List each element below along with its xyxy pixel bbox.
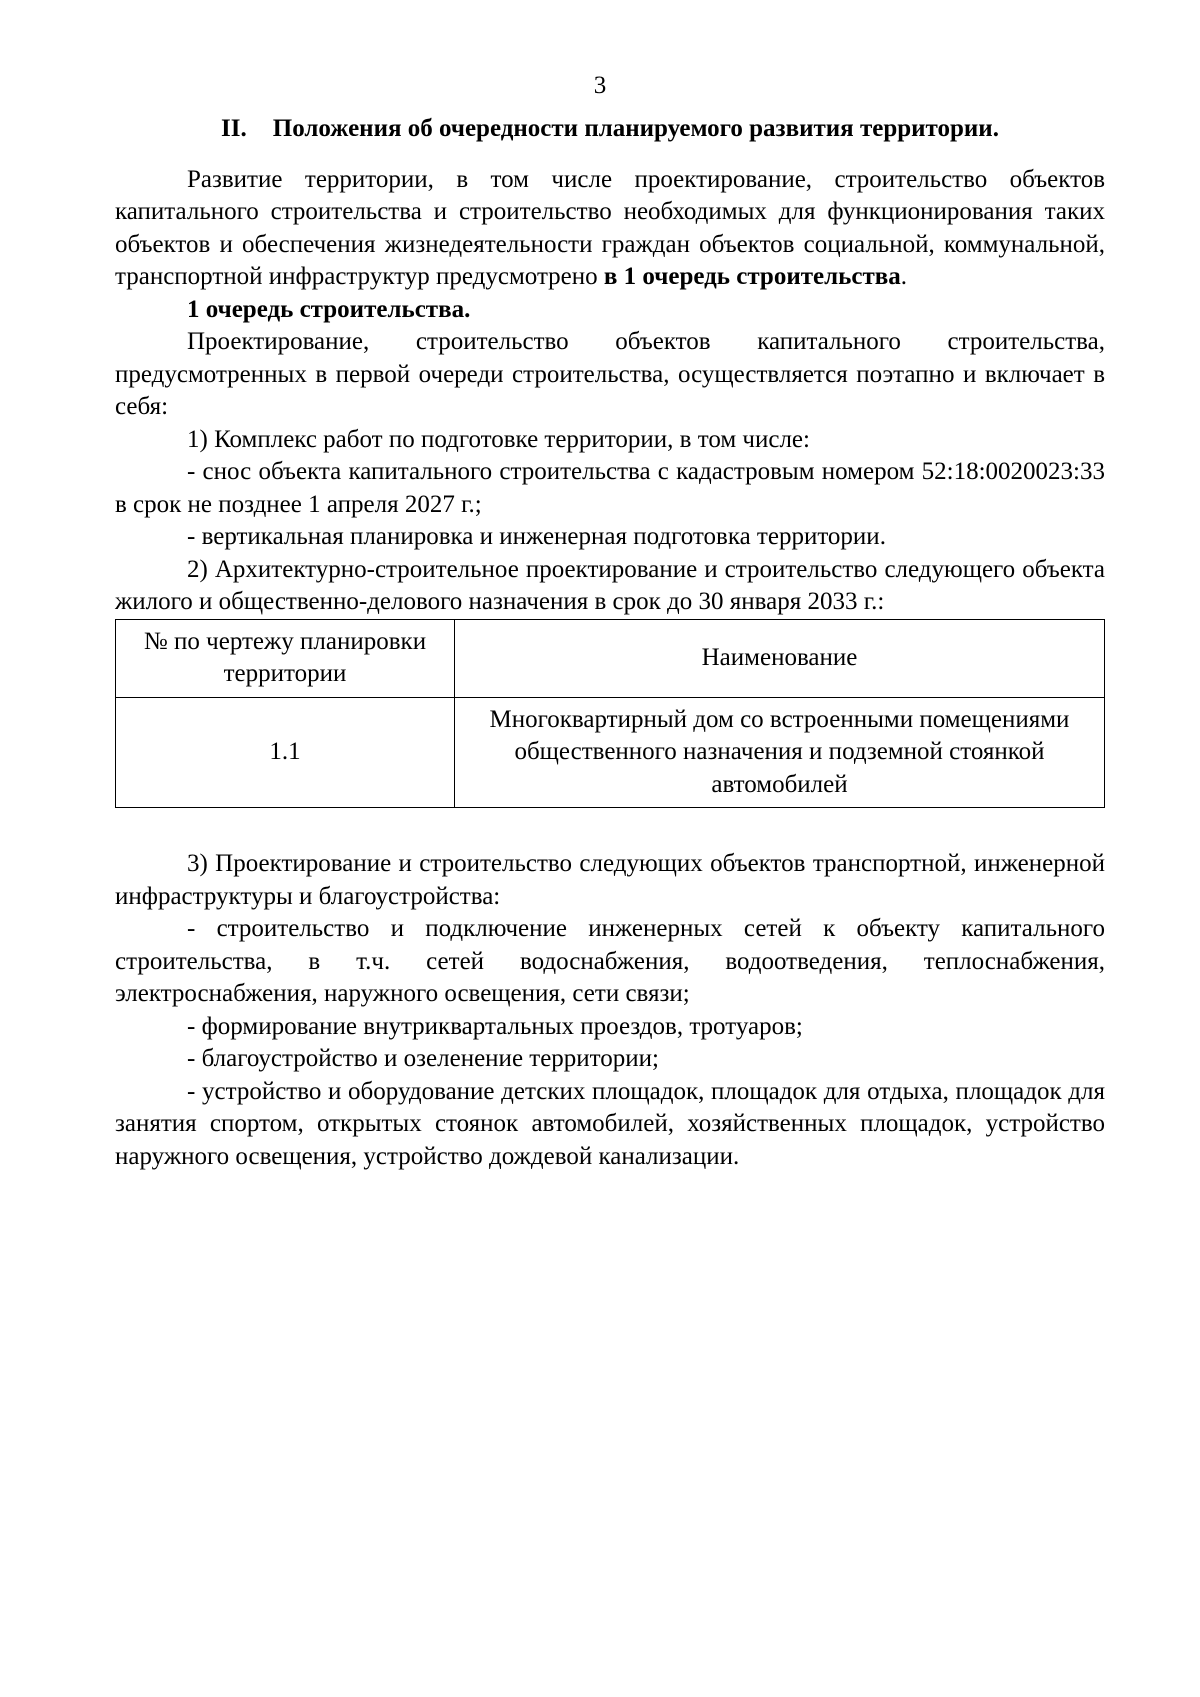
list-item-1-sub-2: - вертикальная планировка и инженерная подготовка территории. [187, 523, 886, 550]
list-item-3-sub-2: - формирование внутриквартальных проездов, тротуаров; [187, 1012, 803, 1040]
table-header-row [116, 619, 1105, 697]
list-item-1-sub-1: - снос объекта капитального строительства с кадастровым номером 52:18:0020023:33 в срок не позднее 1 апреля 2027 г.; [115, 458, 1105, 518]
table-cell: 1.1 [116, 697, 455, 808]
section-title: Положения об очередности планируемого развития территории. [272, 115, 999, 142]
intro-text: Развитие территории, в том числе проектирование, строительство объектов капитального строительства и строительство необходимых для функционирования таких объектов и обеспечения жизнедеятельности граждан объектов социальной, коммунальной, транспортной инфраструктур предусмотрено [115, 165, 1105, 290]
list-item-3-sub-1: - строительство и подключение инженерных сетей к объекту капитального строительства, в т.ч. сетей водоснабжения, водоотведения, теплоснабжения, электроснабжения, наружного освещения, сети связи; [115, 915, 1105, 1007]
objects-table [115, 619, 1105, 809]
stage-paragraph: Проектирование, строительство объектов капитального строительства, предусмотренных в первой очереди строительства, осуществляется поэтапно и включает в себя: [115, 328, 1105, 420]
table-row [116, 697, 1105, 808]
table-header-cell: Наименование [455, 619, 1105, 697]
list-item-2: 2) Архитектурно-строительное проектирование и строительство следующего объекта жилого и общественно-делового назначения в срок до 30 января 2033 г.: [115, 555, 1105, 615]
list-item-3: 3) Проектирование и строительство следующих объектов транспортной, инженерной инфраструктуры и благоустройства: [115, 850, 1105, 910]
section-number: II. [221, 115, 247, 142]
page-number: 3 [593, 72, 607, 99]
table-cell: Многоквартирный дом со встроенными помещениями общественного назначения и подземной стоянкой автомобилей [455, 697, 1105, 808]
intro-bold-text: в 1 очередь строительства [603, 263, 901, 290]
list-item-3-sub-4: - устройство и оборудование детских площадок, площадок для отдыха, площадок для занятия спортом, открытых стоянок автомобилей, хозяйственных площадок, устройство наружного освещения, устройство дождевой канализации. [115, 1077, 1105, 1170]
stage-heading-text: 1 очередь строительства. [187, 295, 471, 323]
list-item-3-sub-3: - благоустройство и озеленение территории; [187, 1045, 659, 1072]
table-header-cell: № по чертежу планировки территории [116, 619, 455, 697]
list-item-1: 1) Комплекс работ по подготовке территории, в том числе: [187, 425, 810, 453]
section-heading [115, 113, 1105, 146]
intro-end: . [900, 263, 907, 290]
intro-paragraph [115, 164, 1105, 294]
stage-heading [115, 294, 1105, 327]
document-body [115, 113, 1105, 1173]
